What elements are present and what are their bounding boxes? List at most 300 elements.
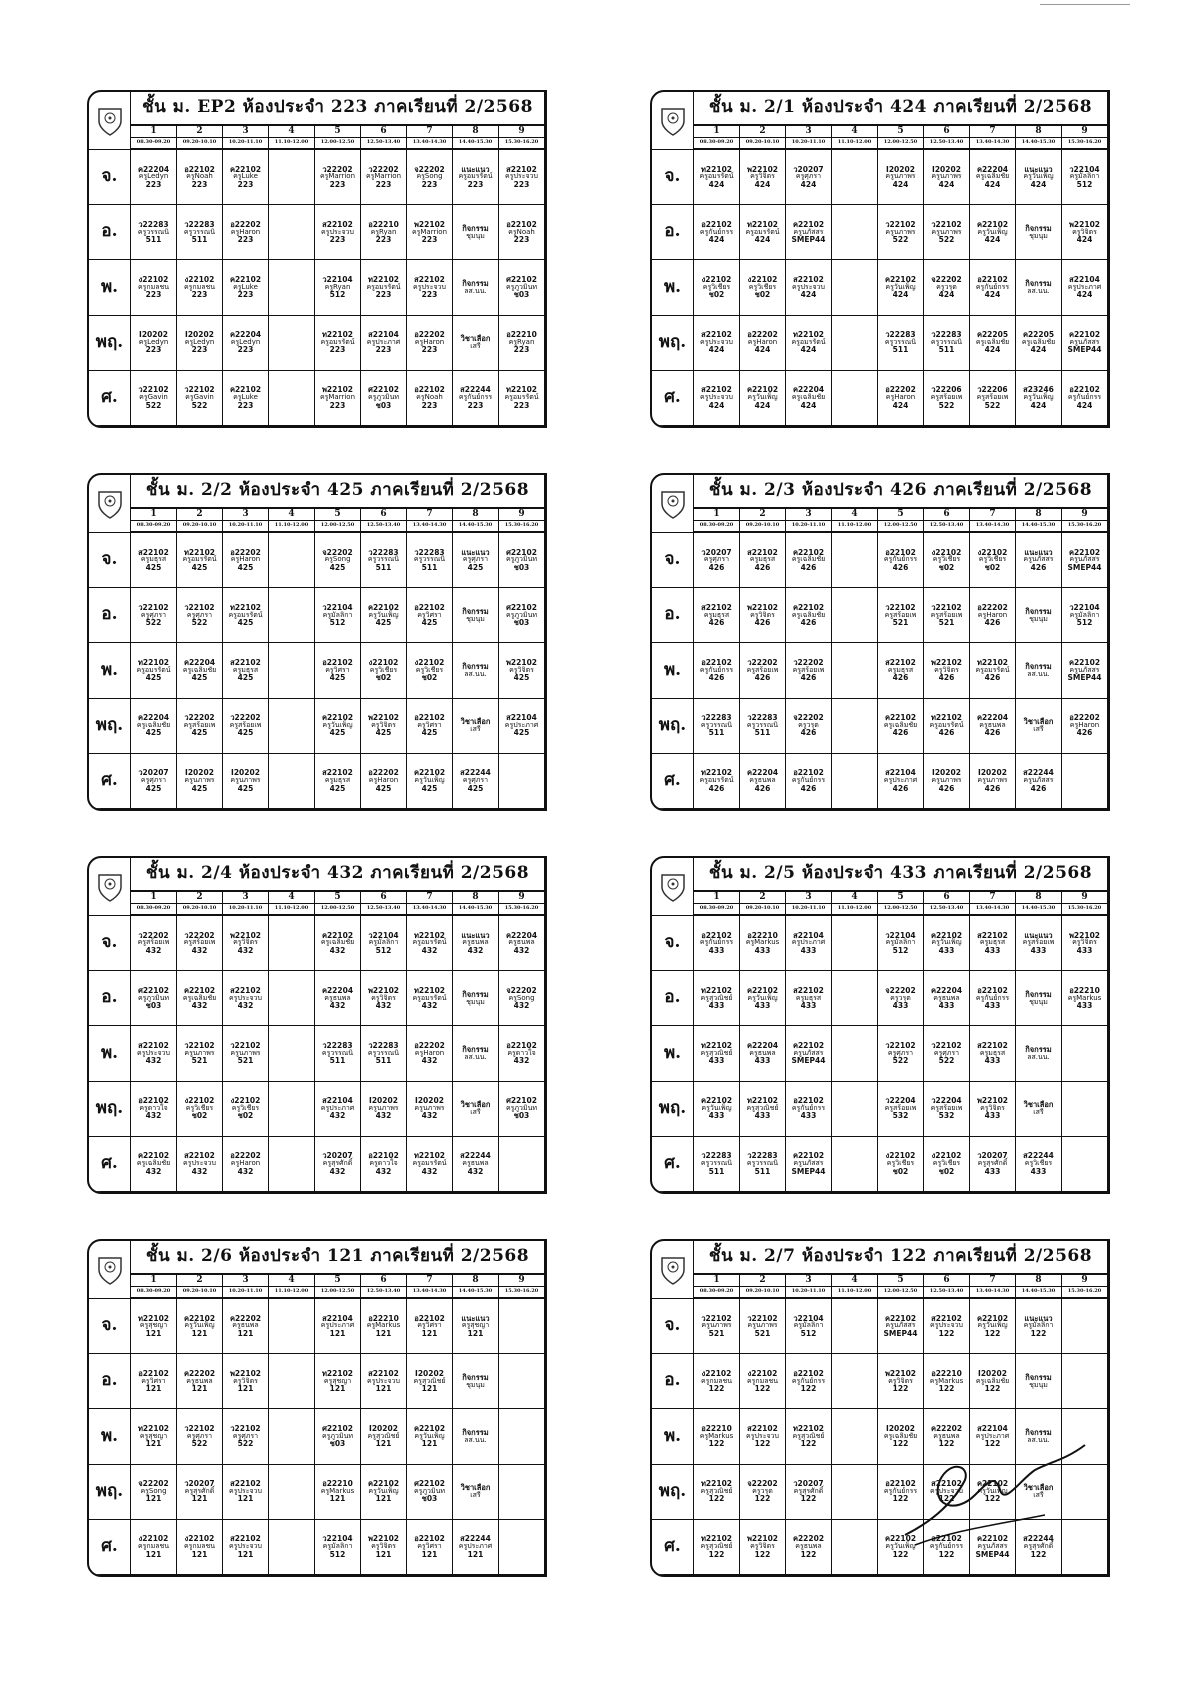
timetable-cell bbox=[694, 643, 740, 698]
period-time: 13.40-14.30 bbox=[970, 138, 1016, 150]
timetable-cell bbox=[177, 260, 223, 315]
timetable-cell bbox=[407, 1026, 453, 1081]
room-number: 223 bbox=[513, 400, 530, 410]
teacher-name: ครูศุภรา bbox=[462, 555, 489, 564]
teacher-name: ครูMarrion bbox=[365, 172, 402, 181]
subject-code: ค22102 bbox=[746, 985, 779, 995]
subject-code: I20202 bbox=[369, 1423, 398, 1433]
timetable-cell bbox=[315, 643, 361, 698]
timetable-card bbox=[650, 473, 1110, 808]
subject-code: ส22102 bbox=[931, 1313, 962, 1323]
timetable-cell bbox=[499, 1082, 545, 1137]
subject-code: ท22102 bbox=[505, 385, 538, 395]
subject-code: วิชาเลือก bbox=[1023, 1100, 1054, 1110]
room-number: 122 bbox=[754, 1494, 771, 1504]
teacher-name: ครูวิศรา bbox=[417, 610, 442, 619]
timetable-cell bbox=[223, 643, 269, 698]
subject-code: อ22102 bbox=[977, 274, 1008, 284]
subject-code: ว22204 bbox=[885, 1096, 916, 1106]
teacher-name: ครูวันเพ็ญ bbox=[977, 1321, 1008, 1330]
subject-code: ค22102 bbox=[792, 547, 825, 557]
subject-code: พ22102 bbox=[229, 930, 262, 940]
subject-code: ว22283 bbox=[414, 547, 445, 557]
teacher-name: ครูอมรรัตน์ bbox=[182, 555, 217, 564]
subject-code: ท22102 bbox=[367, 274, 400, 284]
subject-code: ง22102 bbox=[931, 547, 962, 557]
period-time: 12.50-13.40 bbox=[924, 904, 970, 916]
teacher-name: ครูกมลชน bbox=[183, 1542, 216, 1551]
timetable-cell bbox=[740, 1137, 786, 1192]
timetable-cell bbox=[970, 643, 1016, 698]
teacher-name: ครูวิจิตร bbox=[750, 610, 775, 619]
subject-code: พ22102 bbox=[1068, 930, 1101, 940]
subject-code: พ22102 bbox=[1068, 219, 1101, 229]
room-number: 432 bbox=[467, 1166, 484, 1176]
period-time: 12.00-12.50 bbox=[315, 138, 361, 150]
timetable-cell bbox=[315, 260, 361, 315]
school-logo-icon bbox=[652, 475, 694, 533]
timetable-cell bbox=[786, 1465, 832, 1520]
teacher-name: ครูวันเพ็ญ bbox=[322, 721, 353, 730]
subject-code: แนะแนว bbox=[461, 164, 490, 174]
subject-code: ค22202 bbox=[183, 1368, 216, 1378]
room-number: 521 bbox=[938, 617, 955, 627]
room-number: 223 bbox=[191, 290, 208, 300]
subject-code: อ22202 bbox=[747, 330, 778, 340]
teacher-name: ครูวันเพ็ญ bbox=[747, 393, 778, 402]
period-number: 9 bbox=[499, 126, 545, 138]
timetable-cell bbox=[878, 699, 924, 754]
timetable-cell bbox=[832, 1465, 878, 1520]
teacher-name: ครูสุรศักดิ์ bbox=[322, 1159, 353, 1168]
period-time: 10.20-11.10 bbox=[223, 138, 269, 150]
period-number: 7 bbox=[970, 1275, 1016, 1287]
teacher-name: ครูกันย์กรร bbox=[929, 1542, 964, 1551]
teacher-name: เสรี bbox=[1033, 724, 1044, 733]
timetable-cell bbox=[269, 1137, 315, 1192]
day-label: อ. bbox=[652, 1354, 694, 1409]
period-time: 09.20-10.10 bbox=[177, 904, 223, 916]
teacher-name: ครูกันย์กรร bbox=[975, 282, 1010, 291]
timetable-cell bbox=[407, 1137, 453, 1192]
subject-code: แนะแนว bbox=[461, 930, 490, 940]
room-number: 223 bbox=[329, 179, 346, 189]
teacher-name: ครูวรรณนิ bbox=[884, 338, 917, 347]
subject-code: ว22104 bbox=[322, 1534, 353, 1544]
room-number: 425 bbox=[421, 617, 438, 627]
room-number: 432 bbox=[513, 1056, 530, 1066]
timetable-cell bbox=[970, 588, 1016, 643]
subject-code: ว22104 bbox=[793, 1313, 824, 1323]
subject-code: พ22102 bbox=[976, 1096, 1009, 1106]
room-number: 512 bbox=[329, 1549, 346, 1559]
timetable-title: ชั้น ม. 2/3 ห้องประจำ 426 ภาคเรียนที่ 2/2568 bbox=[694, 475, 1108, 509]
teacher-name: ครูนภาพร bbox=[230, 776, 261, 785]
room-number: 426 bbox=[800, 728, 817, 738]
timetable-cell bbox=[970, 260, 1016, 315]
subject-code: ว22104 bbox=[1069, 602, 1100, 612]
room-number: 426 bbox=[984, 617, 1001, 627]
period-time: 12.50-13.40 bbox=[361, 904, 407, 916]
subject-code: ส22104 bbox=[885, 768, 916, 778]
teacher-name: ครูเฉลิมชัย bbox=[883, 1431, 918, 1440]
room-number: 121 bbox=[421, 1439, 438, 1449]
subject-code: อ22102 bbox=[322, 657, 353, 667]
subject-code: จ22202 bbox=[931, 274, 962, 284]
room-number: 122 bbox=[754, 1439, 771, 1449]
subject-code: กิจกรรม bbox=[1025, 1372, 1052, 1382]
timetable-cell bbox=[315, 1354, 361, 1409]
subject-code: ว22102 bbox=[138, 602, 169, 612]
period-time: 08.30-09.20 bbox=[131, 904, 177, 916]
timetable-cell bbox=[740, 1026, 786, 1081]
timetable-cell bbox=[131, 1409, 177, 1464]
day-label: อ. bbox=[89, 588, 131, 643]
timetable-cell bbox=[924, 588, 970, 643]
teacher-name: ครูกมลชน bbox=[183, 282, 216, 291]
timetable-cell bbox=[223, 1026, 269, 1081]
subject-code: ค22102 bbox=[976, 1534, 1009, 1544]
room-number: 122 bbox=[708, 1549, 725, 1559]
room-number: ช03 bbox=[513, 617, 530, 627]
timetable-cell bbox=[740, 916, 786, 971]
subject-code: กิจกรรม bbox=[1025, 606, 1052, 616]
subject-code: ส22102 bbox=[747, 1423, 778, 1433]
timetable-cell bbox=[878, 150, 924, 205]
teacher-name: ครูสุรศักดิ์ bbox=[184, 1487, 215, 1496]
teacher-name: ลส.นน. bbox=[464, 1052, 487, 1061]
timetable bbox=[650, 856, 1110, 1194]
subject-code: ค22102 bbox=[321, 930, 354, 940]
timetable-cell bbox=[740, 1299, 786, 1354]
timetable-cell bbox=[1062, 1137, 1108, 1192]
period-number: 4 bbox=[832, 1275, 878, 1287]
room-number: 223 bbox=[145, 345, 162, 355]
room-number: 223 bbox=[145, 179, 162, 189]
subject-code: อ22102 bbox=[368, 1151, 399, 1161]
subject-code: ว20207 bbox=[701, 547, 732, 557]
timetable-cell bbox=[786, 588, 832, 643]
room-number: 425 bbox=[191, 673, 208, 683]
teacher-name: ครูธนพล bbox=[933, 1431, 960, 1440]
room-number: SMEP44 bbox=[1067, 562, 1102, 572]
teacher-name: ครูวรรณนิ bbox=[367, 1048, 400, 1057]
room-number: 426 bbox=[984, 728, 1001, 738]
timetable-cell bbox=[878, 1026, 924, 1081]
timetable-cell bbox=[694, 371, 740, 426]
period-time: 12.00-12.50 bbox=[315, 521, 361, 533]
period-time: 09.20-10.10 bbox=[740, 1287, 786, 1299]
teacher-name: ครูศุภรา bbox=[186, 1431, 213, 1440]
teacher-name: ลส.นน. bbox=[1027, 286, 1050, 295]
timetable-cell bbox=[223, 1409, 269, 1464]
room-number: 122 bbox=[938, 1549, 955, 1559]
timetable-cell bbox=[786, 371, 832, 426]
teacher-name: ครูภูวมินท bbox=[505, 1104, 537, 1113]
period-number: 7 bbox=[407, 126, 453, 138]
period-time: 12.50-13.40 bbox=[924, 138, 970, 150]
subject-code: ค22102 bbox=[413, 768, 446, 778]
timetable-cell bbox=[832, 1520, 878, 1575]
period-number: 4 bbox=[269, 892, 315, 904]
period-time: 10.20-11.10 bbox=[786, 904, 832, 916]
period-time: 11.10-12.00 bbox=[832, 138, 878, 150]
teacher-name: ครูศุภรา bbox=[703, 555, 730, 564]
subject-code: กิจกรรม bbox=[462, 223, 489, 233]
subject-code: ง22102 bbox=[414, 657, 445, 667]
room-number: 424 bbox=[984, 234, 1001, 244]
teacher-name: ครูRyan bbox=[508, 338, 535, 347]
room-number: 512 bbox=[1076, 179, 1093, 189]
subject-code: พ22102 bbox=[367, 985, 400, 995]
teacher-name: ครูสุวณิชย์ bbox=[367, 1431, 400, 1440]
subject-code: ค22102 bbox=[884, 1313, 917, 1323]
timetable-cell bbox=[694, 1137, 740, 1192]
room-number: 424 bbox=[892, 179, 909, 189]
period-time: 13.40-14.30 bbox=[407, 138, 453, 150]
timetable-cell bbox=[970, 533, 1016, 588]
timetable-cell bbox=[131, 1082, 177, 1137]
teacher-name: ครูLuke bbox=[233, 172, 258, 181]
period-time: 13.40-14.30 bbox=[970, 521, 1016, 533]
room-number: 426 bbox=[800, 562, 817, 572]
teacher-name: ครูมัลลิกา bbox=[1069, 172, 1100, 181]
teacher-name: ครูวิเชียร bbox=[978, 555, 1007, 564]
timetable-cell bbox=[269, 1409, 315, 1464]
room-number: 426 bbox=[938, 783, 955, 793]
room-number: 121 bbox=[329, 1494, 346, 1504]
period-number: 2 bbox=[177, 1275, 223, 1287]
day-label: อ. bbox=[652, 971, 694, 1026]
timetable-cell bbox=[177, 1520, 223, 1575]
timetable-cell bbox=[878, 971, 924, 1026]
room-number: 424 bbox=[938, 290, 955, 300]
timetable-cell bbox=[499, 588, 545, 643]
subject-code: ส22102 bbox=[230, 1534, 261, 1544]
subject-code: อ22102 bbox=[414, 1313, 445, 1323]
room-number: 425 bbox=[191, 783, 208, 793]
room-number: 424 bbox=[984, 290, 1001, 300]
teacher-name: ครูเฉลิมชัย bbox=[975, 338, 1010, 347]
timetable-cell bbox=[223, 588, 269, 643]
teacher-name: ครูRyan bbox=[370, 227, 397, 236]
room-number: 432 bbox=[421, 1111, 438, 1121]
subject-code: อ22102 bbox=[184, 164, 215, 174]
room-number: 223 bbox=[237, 345, 254, 355]
teacher-name: ครูวิจิตร bbox=[371, 993, 396, 1002]
teacher-name: ครูสุรศักดิ์ bbox=[793, 1487, 824, 1496]
teacher-name: ครูHaron bbox=[414, 1048, 445, 1057]
timetable-cell bbox=[832, 1354, 878, 1409]
timetable-cell bbox=[499, 260, 545, 315]
room-number: 426 bbox=[754, 673, 771, 683]
subject-code: ท22102 bbox=[930, 713, 963, 723]
room-number: 433 bbox=[984, 1000, 1001, 1010]
teacher-name: ครูมธุรส bbox=[232, 665, 259, 674]
room-number: 425 bbox=[237, 562, 254, 572]
room-number: 121 bbox=[329, 1383, 346, 1393]
period-time: 09.20-10.10 bbox=[740, 521, 786, 533]
teacher-name: ครูสร้อยเพ bbox=[930, 610, 963, 619]
subject-code: ส22102 bbox=[701, 330, 732, 340]
teacher-name: ครูMarrion bbox=[319, 172, 356, 181]
period-time: 12.00-12.50 bbox=[878, 904, 924, 916]
subject-code: ง22102 bbox=[701, 274, 732, 284]
subject-code: ส22102 bbox=[322, 768, 353, 778]
subject-code: พ22102 bbox=[367, 1534, 400, 1544]
timetable-cell bbox=[315, 533, 361, 588]
room-number: 425 bbox=[421, 783, 438, 793]
teacher-name: ครูHaron bbox=[368, 776, 399, 785]
timetable-cell bbox=[1016, 754, 1062, 809]
timetable-cell bbox=[878, 754, 924, 809]
timetable-cell bbox=[315, 1026, 361, 1081]
day-label: ศ. bbox=[89, 1520, 131, 1575]
timetable-cell bbox=[407, 754, 453, 809]
subject-code: I20202 bbox=[978, 768, 1007, 778]
period-number: 6 bbox=[361, 892, 407, 904]
timetable-cell bbox=[453, 1026, 499, 1081]
room-number: 223 bbox=[421, 400, 438, 410]
teacher-name: ครูอมรรัตน์ bbox=[504, 393, 539, 402]
subject-code: อ22102 bbox=[793, 1368, 824, 1378]
room-number: 122 bbox=[892, 1439, 909, 1449]
timetable-cell bbox=[269, 260, 315, 315]
subject-code: ค22102 bbox=[321, 713, 354, 723]
teacher-name: ครูประจวบ bbox=[321, 227, 354, 236]
teacher-name: ครูกันย์กรร bbox=[883, 555, 918, 564]
timetable-cell bbox=[924, 205, 970, 260]
subject-code: อ22102 bbox=[414, 713, 445, 723]
subject-code: ว22104 bbox=[885, 930, 916, 940]
subject-code: ว22202 bbox=[184, 930, 215, 940]
teacher-name: ครูศุภรา bbox=[462, 776, 489, 785]
subject-code: ส22104 bbox=[506, 713, 537, 723]
spacer bbox=[650, 1191, 1110, 1239]
subject-code: ง22102 bbox=[747, 274, 778, 284]
timetable-cell bbox=[177, 150, 223, 205]
subject-code: ส22102 bbox=[368, 1368, 399, 1378]
timetable-cell bbox=[453, 371, 499, 426]
subject-code: กิจกรรม bbox=[462, 1372, 489, 1382]
teacher-name: ครูประจวบ bbox=[229, 1542, 262, 1551]
timetable-cell bbox=[453, 533, 499, 588]
teacher-name: ครูMarkus bbox=[929, 1376, 964, 1385]
subject-code: ง22102 bbox=[747, 1368, 778, 1378]
teacher-name: ครูอมรรัตน์ bbox=[136, 665, 171, 674]
period-number: 6 bbox=[924, 892, 970, 904]
timetable-cell bbox=[1062, 150, 1108, 205]
room-number: 522 bbox=[145, 400, 162, 410]
subject-code: ว22104 bbox=[368, 930, 399, 940]
teacher-name: ครูวิเชียร bbox=[369, 665, 398, 674]
subject-code: ค22204 bbox=[229, 330, 262, 340]
teacher-name: ครูภูวมินท bbox=[413, 1487, 445, 1496]
subject-code: ว22102 bbox=[230, 1423, 261, 1433]
timetable-cell bbox=[131, 588, 177, 643]
teacher-name: ครูวิเชียร bbox=[886, 1159, 915, 1168]
subject-code: ค22202 bbox=[930, 1423, 963, 1433]
subject-code: อ22210 bbox=[931, 1368, 962, 1378]
room-number: 424 bbox=[708, 179, 725, 189]
timetable-cell bbox=[177, 1354, 223, 1409]
subject-code: ส22102 bbox=[414, 274, 445, 284]
period-time: 15.30-16.20 bbox=[499, 904, 545, 916]
timetable-title: ชั้น ม. 2/6 ห้องประจำ 121 ภาคเรียนที่ 2/2568 bbox=[131, 1241, 545, 1275]
period-time: 12.00-12.50 bbox=[878, 521, 924, 533]
timetable-cell bbox=[740, 699, 786, 754]
subject-code: ว22102 bbox=[747, 1313, 778, 1323]
room-number: 433 bbox=[754, 1000, 771, 1010]
room-number: 432 bbox=[329, 1166, 346, 1176]
room-number: 425 bbox=[329, 673, 346, 683]
teacher-name: ครูมธุรส bbox=[140, 555, 167, 564]
day-label: พ. bbox=[89, 260, 131, 315]
teacher-name: ครูศุภรา bbox=[795, 172, 822, 181]
teacher-name: ชุมนุม bbox=[466, 997, 485, 1006]
teacher-name: ครูวรรณนิ bbox=[930, 338, 963, 347]
subject-code: พ22102 bbox=[930, 657, 963, 667]
room-number: 433 bbox=[800, 1000, 817, 1010]
room-number: 122 bbox=[708, 1494, 725, 1504]
teacher-name: ครูวรรณนิ bbox=[700, 1159, 733, 1168]
teacher-name: ครูเฉลิมชัย bbox=[975, 172, 1010, 181]
day-label: พฤ. bbox=[89, 1465, 131, 1520]
day-label: ศ. bbox=[652, 754, 694, 809]
subject-code: ศ22102 bbox=[368, 385, 399, 395]
timetable-cell bbox=[361, 1082, 407, 1137]
timetable-cell bbox=[786, 971, 832, 1026]
subject-code: กิจกรรม bbox=[1025, 989, 1052, 999]
teacher-name: ลส.นน. bbox=[1027, 1435, 1050, 1444]
room-number: 432 bbox=[421, 1000, 438, 1010]
subject-code: อ22210 bbox=[747, 930, 778, 940]
teacher-name: ครูธนพล bbox=[186, 1376, 213, 1385]
timetable-cell bbox=[924, 533, 970, 588]
subject-code: ค22102 bbox=[229, 274, 262, 284]
room-number: 511 bbox=[708, 1166, 725, 1176]
timetable-cell bbox=[361, 316, 407, 371]
teacher-name: ครูนภัสสร bbox=[977, 1542, 1008, 1551]
subject-code: อ22102 bbox=[931, 1534, 962, 1544]
subject-code: แนะแนว bbox=[461, 1313, 490, 1323]
timetable-cell bbox=[315, 916, 361, 971]
school-logo-icon bbox=[652, 858, 694, 916]
room-number: 433 bbox=[708, 945, 725, 955]
timetable-cell bbox=[786, 533, 832, 588]
subject-code: ส22104 bbox=[322, 1096, 353, 1106]
subject-code: ว22102 bbox=[230, 1040, 261, 1050]
timetable-cell bbox=[131, 205, 177, 260]
subject-code: ค22204 bbox=[746, 1040, 779, 1050]
teacher-name: ครูเฉลิมชัย bbox=[791, 610, 826, 619]
room-number: ช02 bbox=[984, 562, 1001, 572]
room-number: 121 bbox=[145, 1328, 162, 1338]
teacher-name: ครูวิเชียร bbox=[932, 555, 961, 564]
timetable-cell bbox=[924, 916, 970, 971]
room-number: 522 bbox=[191, 1439, 208, 1449]
teacher-name: ครูนภัสสร bbox=[793, 227, 824, 236]
timetable-cell bbox=[407, 971, 453, 1026]
subject-code: ศ22102 bbox=[414, 1479, 445, 1489]
subject-code: ศ22102 bbox=[506, 1096, 537, 1106]
timetable-cell bbox=[499, 699, 545, 754]
timetable-grid bbox=[87, 90, 1132, 1574]
teacher-name: ครูวิศรา bbox=[141, 1376, 166, 1385]
subject-code: ว22204 bbox=[931, 1096, 962, 1106]
timetable-cell bbox=[924, 1137, 970, 1192]
room-number: 522 bbox=[191, 400, 208, 410]
